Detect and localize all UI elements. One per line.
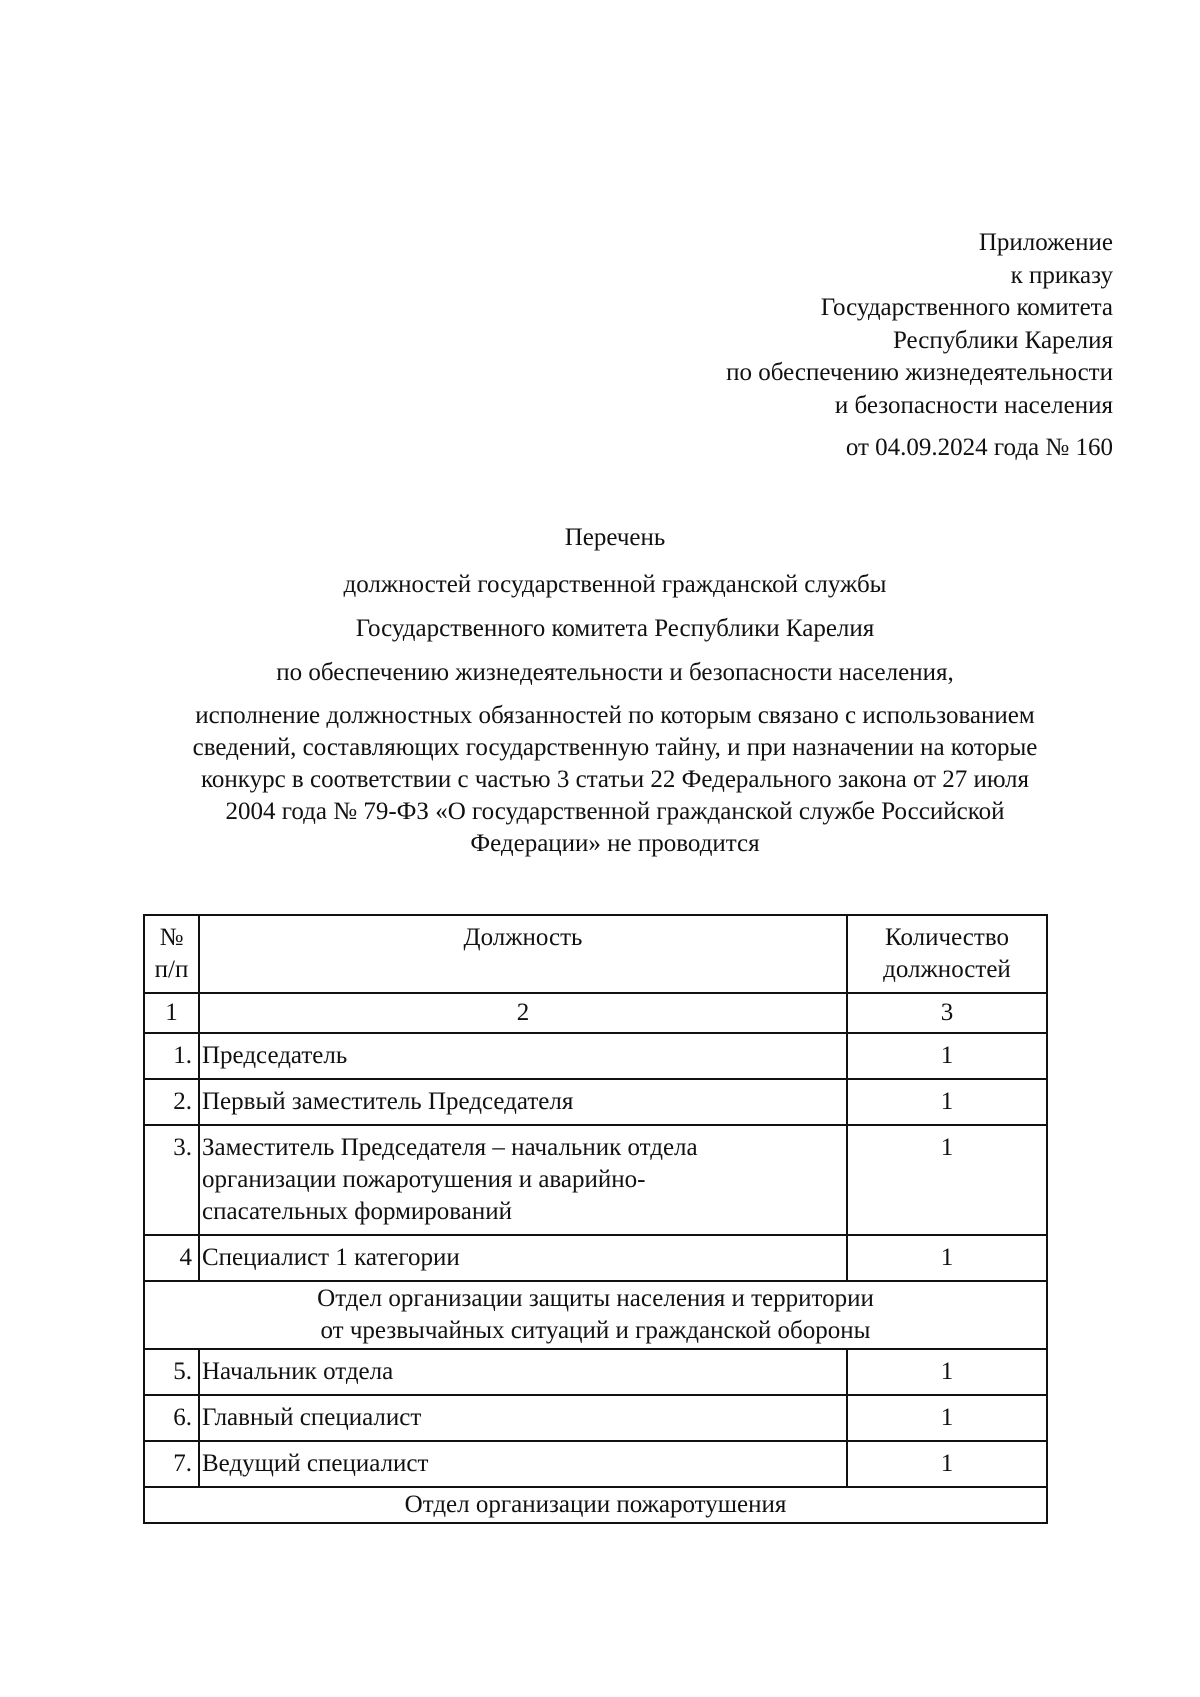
row-position: Специалист 1 категории xyxy=(199,1235,847,1281)
title-line: должностей государственной гражданской службы xyxy=(343,571,887,598)
header-num xyxy=(144,915,199,993)
table-row xyxy=(144,1079,1047,1125)
section-title-line: Отдел организации защиты населения и территории xyxy=(317,1285,874,1312)
title-paragraph-line: конкурс в соответствии с частью 3 статьи 22 Федерального закона от 27 июля xyxy=(201,766,1029,793)
table-row xyxy=(144,1033,1047,1079)
row-count: 1 xyxy=(847,1349,1047,1395)
appendix-line: к приказу xyxy=(1010,261,1113,289)
row-num: 3. xyxy=(144,1125,199,1235)
title-heading: Перечень xyxy=(564,524,666,551)
title-paragraph xyxy=(150,700,1080,860)
header-position: Должность xyxy=(199,915,847,993)
order-date-number: от 04.09.2024 года № 160 xyxy=(845,434,1113,461)
column-index: 1 xyxy=(144,993,199,1033)
document-title xyxy=(150,522,1080,860)
row-position: Начальник отдела xyxy=(199,1349,847,1395)
row-position: Ведущий специалист xyxy=(199,1441,847,1487)
title-paragraph-line: сведений, составляющих государственную тайну, и при назначении на которые xyxy=(192,734,1038,761)
title-paragraph-line: исполнение должностных обязанностей по которым связано с использованием xyxy=(195,702,1035,729)
row-count: 1 xyxy=(847,1235,1047,1281)
table-row xyxy=(144,1441,1047,1487)
title-paragraph-line: Федерации» не проводится xyxy=(470,830,760,857)
title-paragraph-line: 2004 года № 79-ФЗ «О государственной гражданской службе Российской xyxy=(225,798,1005,825)
appendix-line: Республики Карелия xyxy=(892,326,1113,354)
table-row xyxy=(144,1235,1047,1281)
row-count: 1 xyxy=(847,1033,1047,1079)
row-position: Первый заместитель Председателя xyxy=(199,1079,847,1125)
title-line: по обеспечению жизнедеятельности и безопасности населения, xyxy=(276,659,954,686)
section-title: Отдел организации пожаротушения xyxy=(144,1487,1047,1523)
row-num: 5. xyxy=(144,1349,199,1395)
row-position-line: Заместитель Председателя – начальник отдела xyxy=(202,1134,698,1161)
row-position-line: спасательных формирований xyxy=(202,1198,512,1225)
positions-table xyxy=(143,914,1048,1524)
row-num: 6. xyxy=(144,1395,199,1441)
appendix-line: Государственного комитета xyxy=(820,294,1113,321)
table-row xyxy=(144,1125,1047,1235)
header-num-line: п/п xyxy=(154,956,189,983)
row-count: 1 xyxy=(847,1395,1047,1441)
row-count: 1 xyxy=(847,1441,1047,1487)
row-position xyxy=(199,1125,847,1235)
appendix-line: по обеспечению жизнедеятельности xyxy=(726,359,1113,386)
table-row xyxy=(144,1349,1047,1395)
header-count-line: Количество xyxy=(885,924,1009,951)
row-num: 2. xyxy=(144,1079,199,1125)
row-num: 4 xyxy=(144,1235,199,1281)
appendix-line: и безопасности населения xyxy=(834,391,1113,419)
header-count-line: должностей xyxy=(883,956,1011,983)
section-title-line: от чрезвычайных ситуаций и гражданской обороны xyxy=(320,1317,871,1344)
table-header-row xyxy=(144,915,1047,993)
header-count xyxy=(847,915,1047,993)
column-index: 2 xyxy=(199,993,847,1033)
row-count: 1 xyxy=(847,1079,1047,1125)
appendix-block xyxy=(726,227,1113,465)
row-count: 1 xyxy=(847,1125,1047,1235)
section-title xyxy=(144,1281,1047,1349)
row-position: Главный специалист xyxy=(199,1395,847,1441)
column-index-row xyxy=(144,993,1047,1033)
column-index: 3 xyxy=(847,993,1047,1033)
header-num-line: № xyxy=(159,924,184,951)
section-row xyxy=(144,1487,1047,1523)
row-position-line: организации пожаротушения и аварийно- xyxy=(202,1166,646,1193)
row-num: 7. xyxy=(144,1441,199,1487)
appendix-line: Приложение xyxy=(978,229,1113,256)
title-line: Государственного комитета Республики Карелия xyxy=(355,615,875,642)
table-row xyxy=(144,1395,1047,1441)
row-num: 1. xyxy=(144,1033,199,1079)
row-position: Председатель xyxy=(199,1033,847,1079)
section-row xyxy=(144,1281,1047,1349)
